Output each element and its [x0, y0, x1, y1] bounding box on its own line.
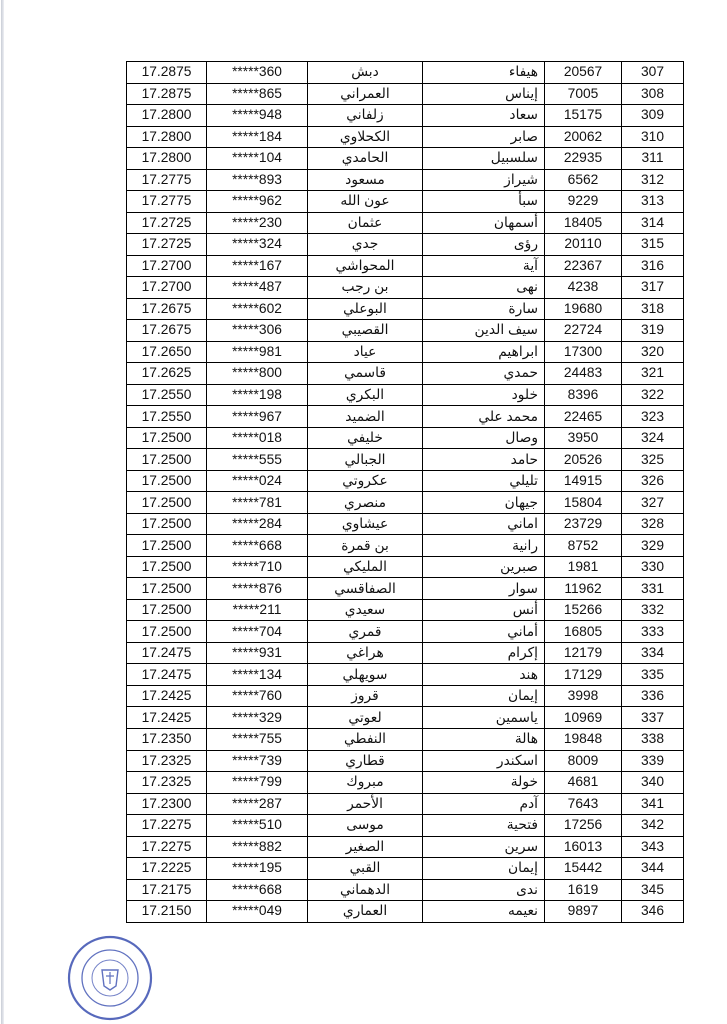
table-row: [127, 685, 684, 707]
id-cell: *****602: [207, 298, 308, 320]
first-name-cell: سلسبيل: [423, 148, 545, 170]
code-cell: 18405: [545, 212, 622, 234]
table-body: [127, 62, 684, 923]
score-cell: 17.2675: [127, 320, 207, 342]
table-row: [127, 556, 684, 578]
table-row: [127, 621, 684, 643]
id-cell: *****931: [207, 642, 308, 664]
rank-cell: 307: [622, 62, 684, 84]
score-cell: 17.2150: [127, 901, 207, 923]
last-name-cell: عياد: [308, 341, 423, 363]
code-cell: 8009: [545, 750, 622, 772]
id-cell: *****195: [207, 858, 308, 880]
id-cell: *****555: [207, 449, 308, 471]
score-cell: 17.2500: [127, 492, 207, 514]
table-row: [127, 815, 684, 837]
code-cell: 4238: [545, 277, 622, 299]
rank-cell: 308: [622, 83, 684, 105]
last-name-cell: عكروتي: [308, 470, 423, 492]
last-name-cell: الصفاقسي: [308, 578, 423, 600]
table-row: [127, 148, 684, 170]
last-name-cell: مسعود: [308, 169, 423, 191]
last-name-cell: بن قمرة: [308, 535, 423, 557]
rank-cell: 341: [622, 793, 684, 815]
table-row: [127, 535, 684, 557]
table-row: [127, 83, 684, 105]
rank-cell: 321: [622, 363, 684, 385]
score-cell: 17.2325: [127, 750, 207, 772]
code-cell: 22465: [545, 406, 622, 428]
id-cell: *****760: [207, 685, 308, 707]
code-cell: 7005: [545, 83, 622, 105]
id-cell: *****230: [207, 212, 308, 234]
code-cell: 11962: [545, 578, 622, 600]
score-cell: 17.2500: [127, 621, 207, 643]
rank-cell: 342: [622, 815, 684, 837]
last-name-cell: مبروك: [308, 772, 423, 794]
first-name-cell: صبرين: [423, 556, 545, 578]
id-cell: *****948: [207, 105, 308, 127]
score-cell: 17.2225: [127, 858, 207, 880]
rank-cell: 340: [622, 772, 684, 794]
first-name-cell: رانية: [423, 535, 545, 557]
table-row: [127, 105, 684, 127]
table-row: [127, 384, 684, 406]
code-cell: 9229: [545, 191, 622, 213]
table-row: [127, 341, 684, 363]
code-cell: 7643: [545, 793, 622, 815]
code-cell: 17129: [545, 664, 622, 686]
id-cell: *****739: [207, 750, 308, 772]
rank-cell: 320: [622, 341, 684, 363]
rank-cell: 322: [622, 384, 684, 406]
score-cell: 17.2725: [127, 234, 207, 256]
score-cell: 17.2725: [127, 212, 207, 234]
score-cell: 17.2300: [127, 793, 207, 815]
score-cell: 17.2800: [127, 105, 207, 127]
id-cell: *****360: [207, 62, 308, 84]
id-cell: *****024: [207, 470, 308, 492]
score-cell: 17.2350: [127, 728, 207, 750]
table-row: [127, 169, 684, 191]
id-cell: *****800: [207, 363, 308, 385]
id-cell: *****510: [207, 815, 308, 837]
first-name-cell: جيهان: [423, 492, 545, 514]
id-cell: *****668: [207, 535, 308, 557]
id-cell: *****967: [207, 406, 308, 428]
id-cell: *****962: [207, 191, 308, 213]
rank-cell: 324: [622, 427, 684, 449]
last-name-cell: دبش: [308, 62, 423, 84]
last-name-cell: زلفاني: [308, 105, 423, 127]
id-cell: *****184: [207, 126, 308, 148]
id-cell: *****198: [207, 384, 308, 406]
table-row: [127, 320, 684, 342]
last-name-cell: الصغير: [308, 836, 423, 858]
first-name-cell: فتحية: [423, 815, 545, 837]
first-name-cell: ندى: [423, 879, 545, 901]
last-name-cell: المليكي: [308, 556, 423, 578]
first-name-cell: نعيمه: [423, 901, 545, 923]
id-cell: *****284: [207, 513, 308, 535]
score-cell: 17.2800: [127, 148, 207, 170]
rank-cell: 335: [622, 664, 684, 686]
rank-cell: 323: [622, 406, 684, 428]
rank-cell: 346: [622, 901, 684, 923]
score-cell: 17.2775: [127, 169, 207, 191]
first-name-cell: آدم: [423, 793, 545, 815]
score-cell: 17.2875: [127, 62, 207, 84]
last-name-cell: القبي: [308, 858, 423, 880]
score-cell: 17.2625: [127, 363, 207, 385]
rank-cell: 336: [622, 685, 684, 707]
rank-cell: 310: [622, 126, 684, 148]
code-cell: 22935: [545, 148, 622, 170]
score-cell: 17.2700: [127, 277, 207, 299]
table-row: [127, 62, 684, 84]
last-name-cell: الضميد: [308, 406, 423, 428]
table-row: [127, 772, 684, 794]
id-cell: *****487: [207, 277, 308, 299]
first-name-cell: سوار: [423, 578, 545, 600]
last-name-cell: الأحمر: [308, 793, 423, 815]
table-row: [127, 793, 684, 815]
first-name-cell: إيمان: [423, 858, 545, 880]
first-name-cell: سرين: [423, 836, 545, 858]
rank-cell: 332: [622, 599, 684, 621]
code-cell: 15442: [545, 858, 622, 880]
last-name-cell: الحامدي: [308, 148, 423, 170]
table-row: [127, 858, 684, 880]
rank-cell: 331: [622, 578, 684, 600]
code-cell: 8396: [545, 384, 622, 406]
last-name-cell: لعوتي: [308, 707, 423, 729]
code-cell: 24483: [545, 363, 622, 385]
code-cell: 16805: [545, 621, 622, 643]
first-name-cell: وصال: [423, 427, 545, 449]
first-name-cell: محمد علي: [423, 406, 545, 428]
last-name-cell: المحواشي: [308, 255, 423, 277]
first-name-cell: حمدي: [423, 363, 545, 385]
table-row: [127, 406, 684, 428]
score-cell: 17.2875: [127, 83, 207, 105]
first-name-cell: ياسمين: [423, 707, 545, 729]
rank-cell: 330: [622, 556, 684, 578]
last-name-cell: هراغي: [308, 642, 423, 664]
id-cell: *****710: [207, 556, 308, 578]
id-cell: *****781: [207, 492, 308, 514]
first-name-cell: هالة: [423, 728, 545, 750]
id-cell: *****134: [207, 664, 308, 686]
id-cell: *****882: [207, 836, 308, 858]
rank-cell: 344: [622, 858, 684, 880]
code-cell: 15804: [545, 492, 622, 514]
code-cell: 20110: [545, 234, 622, 256]
first-name-cell: أماني: [423, 621, 545, 643]
last-name-cell: عثمان: [308, 212, 423, 234]
last-name-cell: سعيدي: [308, 599, 423, 621]
official-seal-icon: [66, 934, 154, 1022]
code-cell: 22724: [545, 320, 622, 342]
last-name-cell: قاسمي: [308, 363, 423, 385]
score-cell: 17.2425: [127, 685, 207, 707]
code-cell: 8752: [545, 535, 622, 557]
code-cell: 6562: [545, 169, 622, 191]
last-name-cell: العماري: [308, 901, 423, 923]
first-name-cell: آية: [423, 255, 545, 277]
table-row: [127, 707, 684, 729]
rank-cell: 326: [622, 470, 684, 492]
score-cell: 17.2500: [127, 578, 207, 600]
code-cell: 19848: [545, 728, 622, 750]
score-cell: 17.2550: [127, 406, 207, 428]
last-name-cell: قمري: [308, 621, 423, 643]
last-name-cell: جدي: [308, 234, 423, 256]
table-row: [127, 212, 684, 234]
rank-cell: 313: [622, 191, 684, 213]
last-name-cell: الكحلاوي: [308, 126, 423, 148]
first-name-cell: أنس: [423, 599, 545, 621]
score-cell: 17.2800: [127, 126, 207, 148]
id-cell: *****329: [207, 707, 308, 729]
table-row: [127, 234, 684, 256]
rank-cell: 315: [622, 234, 684, 256]
first-name-cell: إكرام: [423, 642, 545, 664]
rank-cell: 333: [622, 621, 684, 643]
score-cell: 17.2500: [127, 513, 207, 535]
rank-cell: 327: [622, 492, 684, 514]
table-row: [127, 578, 684, 600]
code-cell: 3998: [545, 685, 622, 707]
score-cell: 17.2675: [127, 298, 207, 320]
first-name-cell: تليلي: [423, 470, 545, 492]
score-cell: 17.2500: [127, 427, 207, 449]
code-cell: 17300: [545, 341, 622, 363]
rank-cell: 334: [622, 642, 684, 664]
first-name-cell: إيناس: [423, 83, 545, 105]
code-cell: 20062: [545, 126, 622, 148]
rank-cell: 339: [622, 750, 684, 772]
first-name-cell: سارة: [423, 298, 545, 320]
code-cell: 9897: [545, 901, 622, 923]
first-name-cell: ابراهيم: [423, 341, 545, 363]
table-row: [127, 750, 684, 772]
id-cell: *****876: [207, 578, 308, 600]
table-row: [127, 879, 684, 901]
first-name-cell: سبأ: [423, 191, 545, 213]
last-name-cell: الدهماني: [308, 879, 423, 901]
last-name-cell: العمراني: [308, 83, 423, 105]
last-name-cell: القصيبي: [308, 320, 423, 342]
score-cell: 17.2500: [127, 470, 207, 492]
id-cell: *****324: [207, 234, 308, 256]
code-cell: 1981: [545, 556, 622, 578]
table-row: [127, 449, 684, 471]
id-cell: *****893: [207, 169, 308, 191]
rank-cell: 312: [622, 169, 684, 191]
score-cell: 17.2475: [127, 642, 207, 664]
last-name-cell: الجبالي: [308, 449, 423, 471]
id-cell: *****704: [207, 621, 308, 643]
first-name-cell: سعاد: [423, 105, 545, 127]
score-cell: 17.2500: [127, 599, 207, 621]
code-cell: 23729: [545, 513, 622, 535]
code-cell: 20526: [545, 449, 622, 471]
score-cell: 17.2275: [127, 836, 207, 858]
table-row: [127, 277, 684, 299]
code-cell: 15175: [545, 105, 622, 127]
code-cell: 14915: [545, 470, 622, 492]
score-cell: 17.2775: [127, 191, 207, 213]
first-name-cell: نهى: [423, 277, 545, 299]
table-row: [127, 470, 684, 492]
first-name-cell: صابر: [423, 126, 545, 148]
table-row: [127, 513, 684, 535]
last-name-cell: قطاري: [308, 750, 423, 772]
table-row: [127, 728, 684, 750]
rank-cell: 316: [622, 255, 684, 277]
rank-cell: 318: [622, 298, 684, 320]
score-cell: 17.2325: [127, 772, 207, 794]
table-row: [127, 191, 684, 213]
code-cell: 1619: [545, 879, 622, 901]
last-name-cell: النفطي: [308, 728, 423, 750]
rank-cell: 345: [622, 879, 684, 901]
score-cell: 17.2650: [127, 341, 207, 363]
first-name-cell: أسمهان: [423, 212, 545, 234]
rank-cell: 317: [622, 277, 684, 299]
rank-cell: 343: [622, 836, 684, 858]
last-name-cell: قروز: [308, 685, 423, 707]
score-cell: 17.2425: [127, 707, 207, 729]
table-row: [127, 492, 684, 514]
rank-cell: 311: [622, 148, 684, 170]
table-row: [127, 901, 684, 923]
table-row: [127, 664, 684, 686]
id-cell: *****755: [207, 728, 308, 750]
code-cell: 20567: [545, 62, 622, 84]
table-row: [127, 642, 684, 664]
last-name-cell: سويهلي: [308, 664, 423, 686]
first-name-cell: خلود: [423, 384, 545, 406]
code-cell: 10969: [545, 707, 622, 729]
code-cell: 3950: [545, 427, 622, 449]
score-cell: 17.2275: [127, 815, 207, 837]
id-cell: *****981: [207, 341, 308, 363]
last-name-cell: عون الله: [308, 191, 423, 213]
rank-cell: 338: [622, 728, 684, 750]
first-name-cell: شيراز: [423, 169, 545, 191]
last-name-cell: البوعلي: [308, 298, 423, 320]
first-name-cell: إيمان: [423, 685, 545, 707]
table-row: [127, 126, 684, 148]
score-cell: 17.2500: [127, 556, 207, 578]
first-name-cell: حامد: [423, 449, 545, 471]
code-cell: 17256: [545, 815, 622, 837]
table-row: [127, 363, 684, 385]
rank-cell: 309: [622, 105, 684, 127]
code-cell: 15266: [545, 599, 622, 621]
table-row: [127, 298, 684, 320]
id-cell: *****306: [207, 320, 308, 342]
first-name-cell: سيف الدين: [423, 320, 545, 342]
code-cell: 4681: [545, 772, 622, 794]
last-name-cell: عيشاوي: [308, 513, 423, 535]
first-name-cell: خولة: [423, 772, 545, 794]
code-cell: 22367: [545, 255, 622, 277]
id-cell: *****799: [207, 772, 308, 794]
score-cell: 17.2550: [127, 384, 207, 406]
score-cell: 17.2175: [127, 879, 207, 901]
last-name-cell: موسى: [308, 815, 423, 837]
id-cell: *****287: [207, 793, 308, 815]
scan-edge: [1, 0, 4, 1024]
last-name-cell: بن رجب: [308, 277, 423, 299]
first-name-cell: اسكندر: [423, 750, 545, 772]
table-row: [127, 836, 684, 858]
rank-cell: 314: [622, 212, 684, 234]
id-cell: *****865: [207, 83, 308, 105]
first-name-cell: هند: [423, 664, 545, 686]
rank-cell: 319: [622, 320, 684, 342]
code-cell: 12179: [545, 642, 622, 664]
rank-cell: 329: [622, 535, 684, 557]
id-cell: *****211: [207, 599, 308, 621]
code-cell: 19680: [545, 298, 622, 320]
last-name-cell: خليفي: [308, 427, 423, 449]
last-name-cell: منصري: [308, 492, 423, 514]
first-name-cell: هيفاء: [423, 62, 545, 84]
last-name-cell: البكري: [308, 384, 423, 406]
id-cell: *****018: [207, 427, 308, 449]
id-cell: *****167: [207, 255, 308, 277]
table-row: [127, 599, 684, 621]
code-cell: 16013: [545, 836, 622, 858]
rank-cell: 337: [622, 707, 684, 729]
rank-cell: 325: [622, 449, 684, 471]
score-cell: 17.2700: [127, 255, 207, 277]
id-cell: *****668: [207, 879, 308, 901]
table-row: [127, 427, 684, 449]
id-cell: *****104: [207, 148, 308, 170]
results-table: [126, 61, 684, 923]
rank-cell: 328: [622, 513, 684, 535]
table-row: [127, 255, 684, 277]
score-cell: 17.2475: [127, 664, 207, 686]
score-cell: 17.2500: [127, 449, 207, 471]
first-name-cell: رؤى: [423, 234, 545, 256]
id-cell: *****049: [207, 901, 308, 923]
first-name-cell: اماني: [423, 513, 545, 535]
score-cell: 17.2500: [127, 535, 207, 557]
